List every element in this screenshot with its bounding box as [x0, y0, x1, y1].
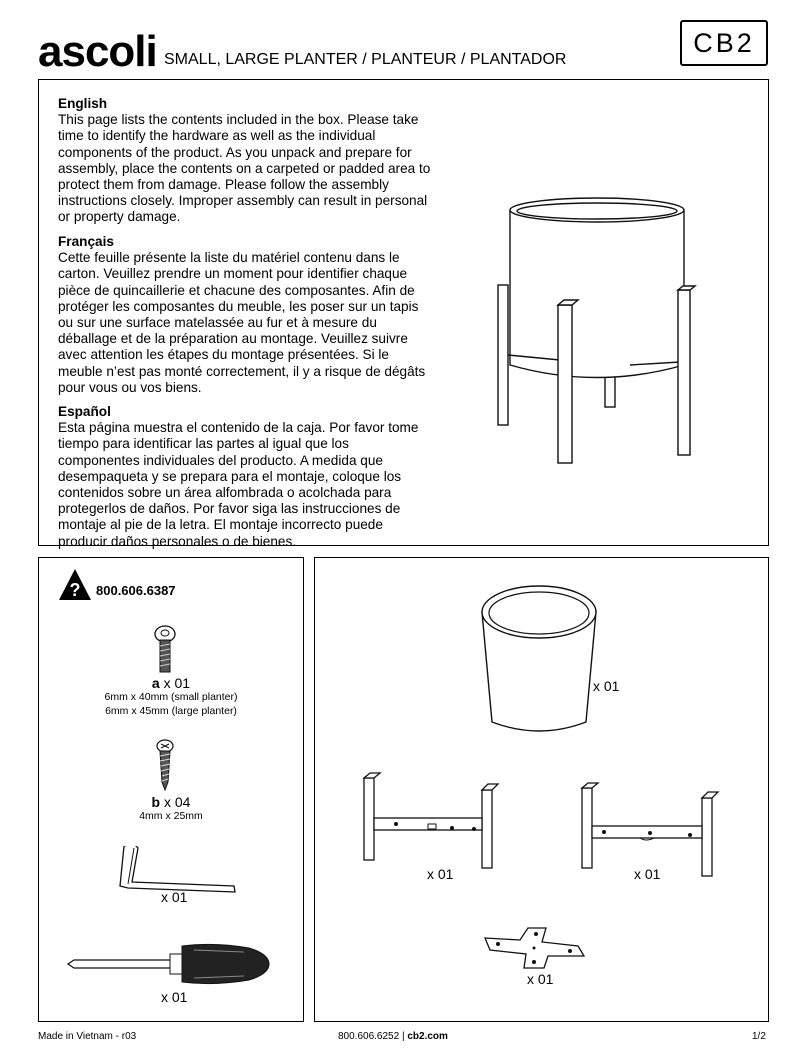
allen-key-qty: x 01	[161, 889, 188, 905]
cross-bracket-qty: x 01	[527, 971, 554, 987]
svg-text:?: ?	[69, 580, 81, 600]
english-section	[58, 96, 433, 226]
cb2-logo: CB2	[680, 20, 768, 66]
french-heading: Français	[58, 234, 114, 249]
part-a-spec-1: 6mm x 40mm (small planter)	[104, 691, 238, 703]
part-b-qty: x 04	[163, 794, 191, 810]
french-body: Cette feuille présente la liste du matériel contenu dans le carton. Veuillez prendre un moment pour identifier chaque pièce de quincaillerie et chacune des composantes. Afin de protéger les composantes du meuble, les poser sur un tapis ou sur une surface matelassée au fur et à mesure du déballage et de la préparation au montage. Veuillez suivre avec attention les étapes du montage présentées. Si le meuble n’est pas monté correctement, il y a risque de dégâts pour vous ou vos biens.	[58, 250, 426, 395]
spanish-body: Esta página muestra el contenido de la caja. Por favor tome tiempo para identificar las partes al igual que los componentes individuales del producto. A medida que desempaqueta y se prepara para el montaje, coloque los contenidos sobre un área alfombrada o acolchada para protegerlos de daños. Por favor siga las instrucciones de montaje al pie de la letra. El montaje incorrecto puede producir daños personales o de bienes.	[58, 420, 419, 549]
screwdriver-icon	[64, 940, 274, 988]
english-heading: English	[58, 96, 108, 111]
bolt-a-icon	[148, 624, 182, 674]
pot-qty: x 01	[593, 678, 620, 694]
footer-contact	[338, 1031, 448, 1042]
allen-key-icon	[114, 846, 239, 894]
help-phone: 800.606.6387	[96, 583, 176, 598]
question-triangle-icon	[57, 567, 93, 603]
product-subtitle: SMALL, LARGE PLANTER / PLANTEUR / PLANTADOR	[164, 51, 567, 68]
leg-frame-left-qty: x 01	[427, 866, 454, 882]
part-b-letter: b	[151, 794, 161, 810]
footer-website[interactable]: cb2.com	[407, 1031, 448, 1042]
cross-bracket-illustration	[480, 920, 590, 972]
leg-frame-right-qty: x 01	[634, 866, 661, 882]
part-b-spec: 4mm x 25mm	[139, 810, 203, 822]
leg-frame-left-illustration	[352, 770, 512, 870]
part-a-label	[38, 675, 304, 691]
french-section	[58, 234, 433, 396]
screwdriver-qty: x 01	[161, 989, 188, 1005]
footer-phone: 800.606.6252	[338, 1031, 400, 1042]
part-b-label	[38, 794, 304, 810]
assembled-planter-illustration	[490, 190, 710, 470]
spanish-heading: Español	[58, 404, 111, 419]
brand-name: ascoli	[38, 27, 157, 76]
screw-b-icon	[152, 738, 178, 792]
part-a-spec-2: 6mm x 45mm (large planter)	[105, 705, 237, 717]
footer-page-number: 1/2	[752, 1031, 766, 1042]
leg-frame-right-illustration	[570, 780, 730, 880]
part-a-qty: x 01	[163, 675, 191, 691]
footer-separator: |	[401, 1031, 405, 1042]
pot-illustration	[474, 582, 604, 742]
footer-made-in: Made in Vietnam - r03	[38, 1031, 137, 1042]
english-body: This page lists the contents included in the box. Please take time to identify the hardware as well as the individual components of the product. As you unpack and prepare for assembly, place the contents on a carpeted or padded area to protect them from damage. Please follow the assembly instructions closely. Improper assembly can result in personal or property damage.	[58, 112, 431, 225]
part-a-letter: a	[151, 675, 160, 691]
spanish-section	[58, 404, 433, 550]
